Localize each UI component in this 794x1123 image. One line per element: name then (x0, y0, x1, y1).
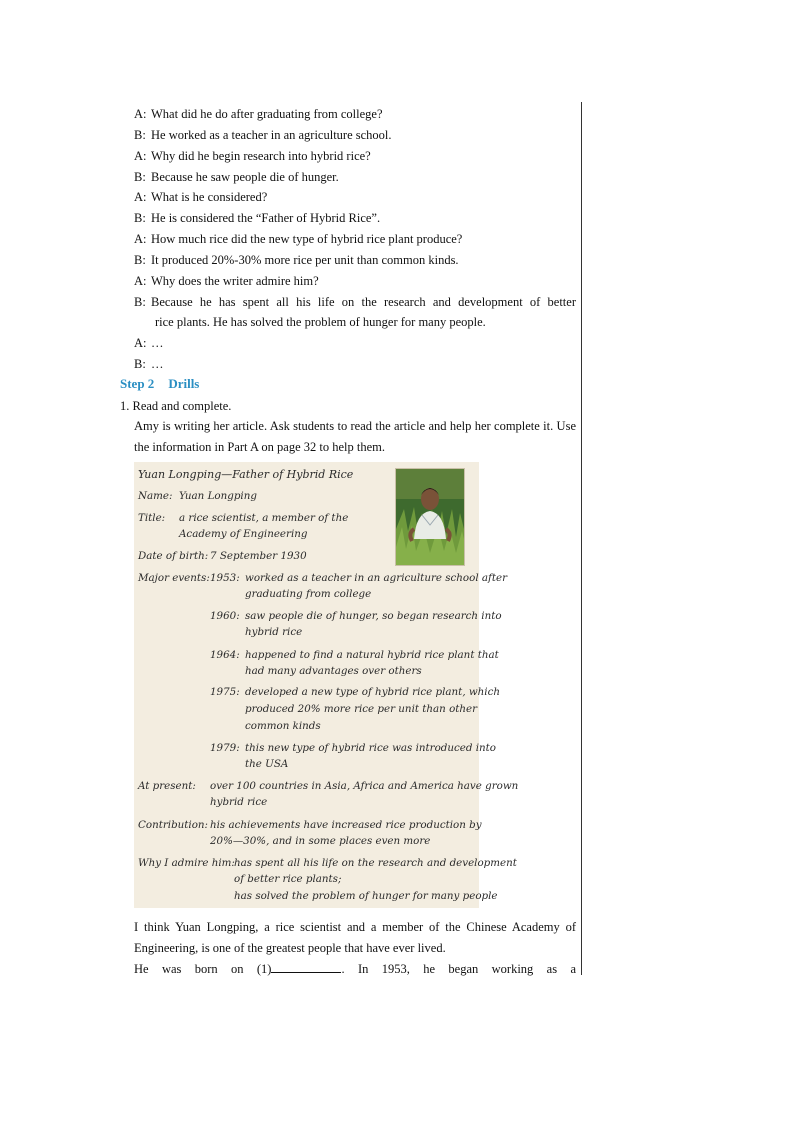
event-text: graduating from college (245, 588, 372, 600)
step-label: Step 2 (120, 376, 155, 391)
dialogue-text: He worked as a teacher in an agriculture school. (151, 128, 392, 142)
card-contribution-label: Contribution: (138, 819, 209, 831)
article-text: He was born on (1) (134, 962, 272, 976)
portrait-illustration (396, 469, 464, 565)
speaker-label: B: (134, 211, 146, 225)
dialogue-line (134, 356, 164, 373)
card-title: Yuan Longping—Father of Hybrid Rice (138, 468, 354, 481)
dialogue-line-continued (155, 314, 486, 331)
card-dob-label: Date of birth: (138, 550, 209, 562)
card-events-label: Major events: (138, 572, 210, 584)
article-paragraph-start (134, 960, 576, 978)
portrait-photo (395, 468, 465, 566)
event-text: common kinds (245, 720, 321, 732)
task-instruction: 1. Read and complete. (120, 399, 232, 413)
dialogue-text: Why does the writer admire him? (151, 274, 319, 288)
task-description: Amy is writing her article. Ask students to read the article and help her complete it. Use the information in Part A on page 32 to help them. (134, 419, 576, 454)
dialogue-text: It produced 20%-30% more rice per unit than common kinds. (151, 253, 459, 267)
dialogue-line (134, 189, 267, 206)
speaker-label: A: (134, 274, 147, 288)
event-text: happened to find a natural hybrid rice plant that (245, 649, 499, 661)
event-text: produced 20% more rice per unit than other (245, 703, 478, 715)
speaker-label: B: (134, 357, 146, 371)
speaker-label: A: (134, 149, 147, 163)
dialogue-text: Because he saw people die of hunger. (151, 170, 339, 184)
event-year: 1975: (210, 686, 240, 698)
dialogue-line (134, 294, 576, 311)
card-admire-label: Why I admire him: (138, 857, 235, 869)
card-present-label: At present: (138, 780, 196, 792)
dialogue-line (134, 106, 383, 123)
card-admire-text: has solved the problem of hunger for many people (234, 890, 498, 902)
dialogue-text: Why did he begin research into hybrid rice? (151, 149, 371, 163)
dialogue-line (134, 231, 462, 248)
card-title-value: a rice scientist, a member of the (179, 512, 349, 524)
article-paragraph: I think Yuan Longping, a rice scientist and a member of the Chinese Academy of Engineering, is one of the greatest people that have ever lived. (134, 920, 576, 955)
speaker-label: B: (134, 128, 146, 142)
step-heading (120, 376, 199, 392)
card-admire-text: of better rice plants; (234, 873, 342, 885)
dialogue-text: Because he has spent all his life on the research and development of better (151, 295, 576, 309)
dialogue-text: What is he considered? (151, 190, 268, 204)
dialogue-text: … (151, 357, 164, 371)
fact-card (134, 462, 519, 908)
table-border-right (581, 102, 582, 975)
dialogue-text: rice plants. He has solved the problem of hunger for many people. (155, 315, 486, 329)
event-text: the USA (245, 758, 289, 770)
answer-blank-1[interactable] (271, 960, 341, 973)
article-text: . In 1953, he began working as a (341, 962, 576, 976)
card-title-label: Title: (138, 512, 166, 524)
speaker-label: B: (134, 253, 146, 267)
card-dob-value: 7 September 1930 (210, 550, 307, 562)
speaker-label: A: (134, 336, 147, 350)
speaker-label: B: (134, 295, 146, 309)
dialogue-text: … (151, 336, 164, 350)
speaker-label: A: (134, 190, 147, 204)
event-year: 1964: (210, 649, 240, 661)
card-title-value: Academy of Engineering (179, 528, 308, 540)
dialogue-line (134, 127, 392, 144)
event-year: 1953: (210, 572, 240, 584)
dialogue-line (134, 148, 371, 165)
dialogue-text: What did he do after graduating from college? (151, 107, 383, 121)
event-text: saw people die of hunger, so began research into (245, 610, 502, 622)
card-contribution-text: 20%—30%, and in some places even more (210, 835, 431, 847)
speaker-label: A: (134, 107, 147, 121)
event-year: 1960: (210, 610, 240, 622)
dialogue-text: He is considered the “Father of Hybrid Rice”. (151, 211, 381, 225)
card-name-label: Name: (138, 490, 173, 502)
dialogue-line (134, 210, 380, 227)
dialogue-line (134, 273, 319, 290)
event-text: developed a new type of hybrid rice plant, which (245, 686, 501, 698)
event-text: worked as a teacher in an agriculture school after (245, 572, 507, 584)
event-text: hybrid rice (245, 626, 303, 638)
card-name-value: Yuan Longping (179, 490, 257, 502)
speaker-label: B: (134, 170, 146, 184)
step-title: Drills (168, 376, 200, 391)
event-year: 1979: (210, 742, 240, 754)
card-admire-text: has spent all his life on the research and development (234, 857, 517, 869)
speaker-label: A: (134, 232, 147, 246)
card-present-text: hybrid rice (210, 796, 268, 808)
event-text: this new type of hybrid rice was introduced into (245, 742, 497, 754)
dialogue-line (134, 335, 164, 352)
dialogue-text: How much rice did the new type of hybrid rice plant produce? (151, 232, 463, 246)
card-contribution-text: his achievements have increased rice production by (210, 819, 482, 831)
card-present-text: over 100 countries in Asia, Africa and America have grown (210, 780, 519, 792)
event-text: had many advantages over others (245, 665, 422, 677)
dialogue-line (134, 252, 459, 269)
dialogue-line (134, 169, 339, 186)
